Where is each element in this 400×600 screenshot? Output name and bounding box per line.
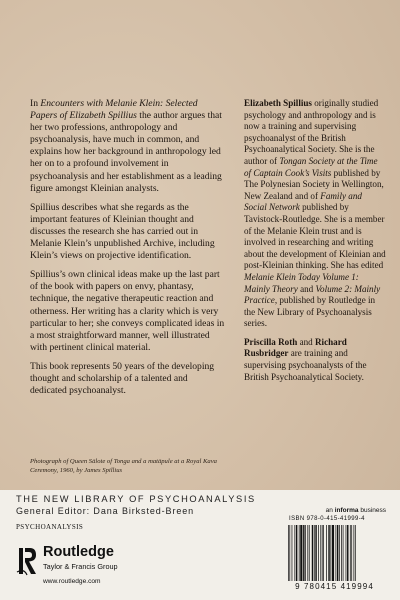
barcode <box>287 525 383 581</box>
blurb-paragraph-4: This book represents 50 years of the developing thought and scholarship of a talented and dedicated psychoanalyst. <box>30 360 215 397</box>
publisher-url: www.routledge.com <box>43 578 101 585</box>
blurb-paragraph-2: Spillius describes what she regards as the important features of Kleinian thought and discusses the research she has carried out in Melanie Klein’s unpublished Archive, including Klein’s views on projective identification. <box>30 201 215 262</box>
book-reference: Family and Social Network <box>244 190 362 213</box>
isbn-number: ISBN 978-0-415-41999-4 <box>289 516 365 522</box>
editor-name: Priscilla Roth <box>244 336 298 347</box>
series-editor: General Editor: Dana Birksted-Breen <box>16 506 195 516</box>
book-reference: Volume 2: Mainly Practice <box>244 283 381 306</box>
subject-category: PSYCHOANALYSIS <box>16 523 84 531</box>
book-title: Encounters with Melanie Klein: Selected Papers of Elizabeth Spillius <box>30 98 198 122</box>
book-reference: Tongan Society at the Time of Captain Cook’s Visits <box>244 155 378 178</box>
blurb-paragraph-1: In Encounters with Melanie Klein: Selected Papers of Elizabeth Spillius the author argues that her two professions, anthropology and psychoanalysis, have much in common, and explains how her background in anthropology led her on to a profound involvement in psychoanalysis and her establishment as a leading figure amongst Kleinian analysts. <box>30 98 222 194</box>
publisher-block <box>16 544 156 590</box>
publisher-name: Routledge <box>43 544 114 560</box>
author-bio: Elizabeth Spillius originally studied psychology and anthropology and is now a training and supervising psychoanalyst of the British Psychoanalytical Society. She is the author of Tongan Society at the Time of Captain Cook’s Visits published by The Polynesian Society in Wellington, New Zealand and of Family and Social Network published by Tavistock-Routledge. She is a member of the Melanie Klein trust and is involved in researching and writing about the development of Kleinian and post-Kleinian thinking. She has edited Melanie Klein Today Volume 1: Mainly Theory and Volume 2: Mainly Practice, published by Routledge in the New Library of Psychoanalysis series. <box>244 98 386 329</box>
routledge-r-logo-icon <box>16 546 38 576</box>
editor-name: Richard Rusbridger <box>244 336 347 359</box>
editors-bio: Priscilla Roth and Richard Rusbridger are training and supervising psychoanalysts of the British Psychoanalytical Society. <box>244 336 367 382</box>
blurb-column <box>30 98 226 404</box>
book-reference: Melanie Klein Today Volume 1: Mainly Theory <box>244 271 359 294</box>
series-name: THE NEW LIBRARY OF PSYCHOANALYSIS <box>16 494 256 504</box>
photo-caption: Photograph of Queen Sālote of Tonga and a matāpule at a Royal Kava Ceremony, 1960, by James Spillius <box>30 458 217 474</box>
informa-tagline: an informa business <box>325 507 386 514</box>
blurb-paragraph-3: Spillius’s own clinical ideas make up the last part of the book with papers on envy, phantasy, technique, the negative therapeutic reaction and otherness. Her writing has a clarity which is very particular to her; she conveys complicated ideas in a most straightforward manner, well illustrated with pertinent clinical material. <box>30 269 225 353</box>
author-name: Elizabeth Spillius <box>244 98 312 108</box>
author-column <box>244 98 386 390</box>
barcode-block <box>283 507 386 593</box>
barcode-digits: 9 780415 419994 <box>295 582 374 591</box>
publisher-group: Taylor & Francis Group <box>43 562 118 571</box>
